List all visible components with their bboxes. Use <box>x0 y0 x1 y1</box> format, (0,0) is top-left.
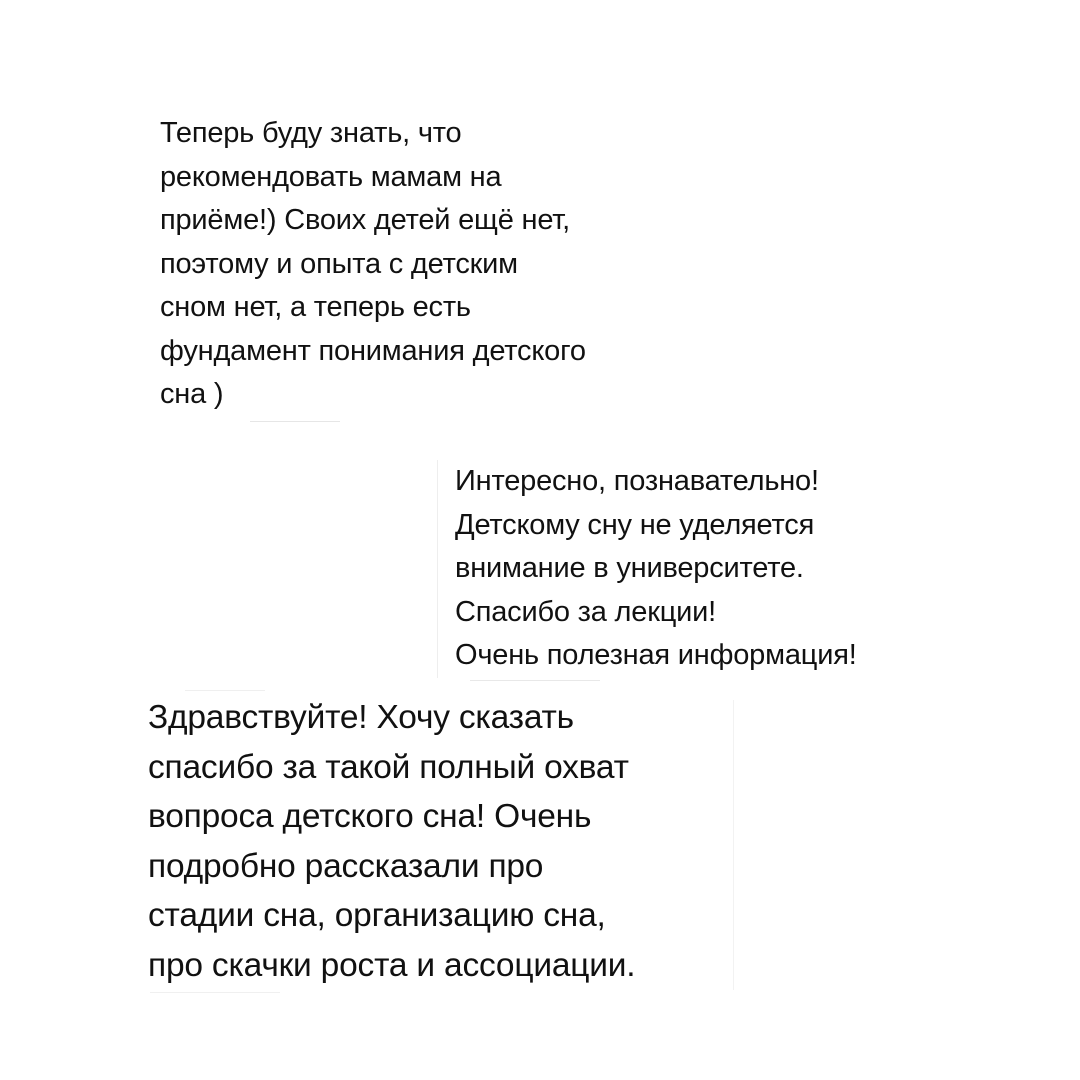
review-line: Спасибо за лекции! <box>455 595 716 628</box>
review-line: Интересно, познавательно! <box>455 465 819 497</box>
crop-edge-line <box>185 690 265 691</box>
review-line: сна ) <box>160 378 224 410</box>
crop-edge-line <box>150 992 280 993</box>
review-line: Здравствуйте! Хочу сказать <box>148 699 574 736</box>
review-line: подробно рассказали про <box>148 847 544 885</box>
crop-edge-line <box>733 700 734 990</box>
review-line: Детскому сну не уделяется <box>455 508 815 541</box>
crop-edge-line <box>437 460 438 678</box>
review-card-3 <box>148 693 868 990</box>
review-card-2 <box>455 460 1015 678</box>
crop-edge-line <box>470 680 600 681</box>
review-line: стадии сна, организацию сна, <box>148 897 606 934</box>
review-line: сном нет, а теперь есть <box>160 291 471 323</box>
review-line: Теперь буду знать, что <box>160 117 462 149</box>
review-line: вопроса детского сна! Очень <box>148 798 592 835</box>
crop-edge-line <box>250 421 340 422</box>
review-line: фундамент понимания детского <box>160 334 586 367</box>
review-line: спасибо за такой полный охват <box>148 748 629 786</box>
review-line: про скачки роста и ассоциации. <box>148 946 636 984</box>
review-line: внимание в университете. <box>455 552 804 584</box>
review-line: приёме!) Своих детей ещё нет, <box>160 204 571 236</box>
review-line: Очень полезная информация! <box>455 639 857 671</box>
review-line: рекомендовать мамам на <box>160 160 502 193</box>
review-card-1 <box>160 112 720 417</box>
review-line: поэтому и опыта с детским <box>160 247 518 280</box>
